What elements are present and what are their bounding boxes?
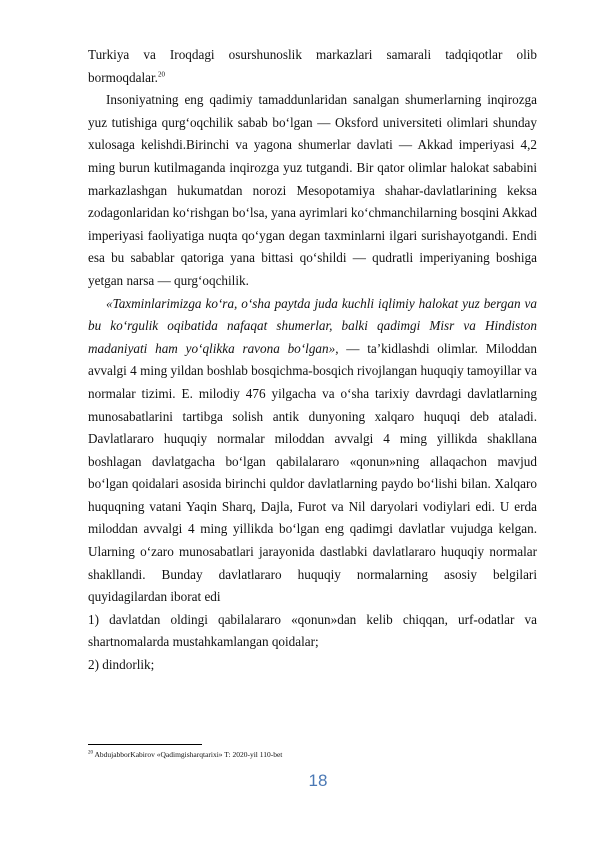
page-number: 18: [308, 771, 328, 790]
body-text: [88, 44, 537, 677]
footnote-marker: 20: [88, 750, 93, 756]
footnote-divider: [88, 744, 202, 745]
paragraph-1-text: Turkiya va Iroqdagi osurshunoslik markazlari samarali tadqiqotlar olib bormoqdalar.: [88, 47, 537, 85]
footnote-text: AbdujabborKabirov «Qadimgisharqtarixi» T: 2020-yil 110-bet: [93, 750, 283, 759]
paragraph-3: [88, 293, 537, 609]
paragraph-2: Insoniyatning eng qadimiy tamaddunlaridan sanalgan shumerlarning inqirozga yuz tutishiga qurg‘oqchilik sabab bo‘lgan — Oksford universiteti olimlari shunday xulosaga kelishdi.Birinchi va yagona shumerlar davlati — Akkad imperiyasi 4,2 ming burun kutilmaganda inqirozga yuz tutgandi. Bir qator olimlar halokat sababini markazlashgan hukumatdan norozi Mesopotamiya shahar-davlatlarining keksa zodagonlaridan ko‘rishgan bo‘lsa, yana ayrimlari ko‘chmanchilarning bosqini Akkad imperiyasi faoliyatiga nuqta qo‘ygan degan taxminlarni ilgari surishayotgandi. Endi esa bu sabablar qatoriga yana bittasi qo‘shildi — qudratli imperiyaning boshiga yetgan narsa — qurg‘oqchilik.: [88, 92, 537, 288]
footnote: [88, 750, 537, 760]
paragraph-1: [88, 44, 537, 89]
list-item-2: 2) dindorlik;: [88, 657, 155, 673]
footnote-reference[interactable]: 20: [157, 70, 165, 79]
paragraph-3-text: , — ta’kidlashdi olimlar. Miloddan avvalgi 4 ming yildan boshlab bosqichma-bosqich rivojlangan huquqiy tamoyillar va normalar tizimi. E. milodiy 476 yilgacha va o‘sha tarixiy davrdagi davlatlarning munosabatlarini tartibga solish antik dunyoning xalqaro huquqi deb ataladi. Davlatlararo huquqiy normalar miloddan avvalgi 4 ming yillikda shakllana boshlagan davlatgacha bo‘lgan qabilalararo «qonun»ning allaqachon mavjud bo‘lgan qoidalari asosida birinchi quldor davlatlarning paydo bo‘lishi bilan. Xalqaro huquqning vatani Yaqin Sharq, Dajla, Furot va Nil daryolari vodiylari edi. U erda miloddan avvalgi 4 ming yillikda bo‘lgan eng qadimgi davlatlar vujudga kelgan. Ularning o‘zaro munosabatlari jarayonida dastlabki davlatlararo huquqiy normalar shakllandi. Bunday davlatlararo huquqiy normalarning asosiy belgilari quyidagilardan iborat edi: [88, 340, 537, 605]
quotation: «Taxminlarimizga ko‘ra, o‘sha paytda juda kuchli iqlimiy halokat yuz bergan va bu ko‘rgulik oqibatida nafaqat shumerlar, balki qadimgi Misr va Hindiston madaniyati ham yo‘qlikka ravona bo‘lgan»: [88, 295, 537, 356]
list-item-1: 1) davlatdan oldingi qabilalararo «qonun»dan kelib chiqqan, urf-odatlar va shartnomalarda mustahkamlangan qoidalar;: [88, 611, 537, 650]
